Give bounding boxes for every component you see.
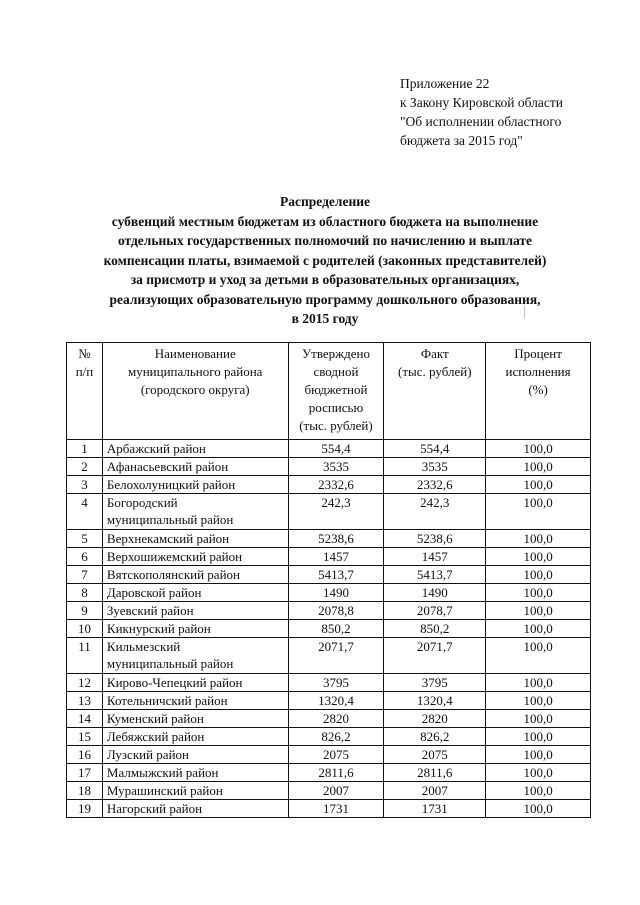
row-number: 12 xyxy=(67,674,103,692)
approved-amount: 2811,6 xyxy=(288,764,384,782)
execution-percent: 100,0 xyxy=(486,800,591,818)
row-number: 16 xyxy=(67,746,103,764)
row-number: 18 xyxy=(67,782,103,800)
execution-percent: 100,0 xyxy=(486,494,591,530)
approved-amount: 2820 xyxy=(288,710,384,728)
approved-amount: 5238,6 xyxy=(288,530,384,548)
row-number: 9 xyxy=(67,602,103,620)
approved-amount: 2078,8 xyxy=(288,602,384,620)
fact-amount: 3535 xyxy=(384,458,486,476)
header-fact: Факт (тыс. рублей) xyxy=(384,343,486,440)
district-name-line: муниципальный район xyxy=(106,512,234,527)
execution-percent: 100,0 xyxy=(486,638,591,674)
fact-amount: 1731 xyxy=(384,800,486,818)
execution-percent: 100,0 xyxy=(486,710,591,728)
execution-percent: 100,0 xyxy=(486,530,591,548)
subvention-table xyxy=(66,342,591,818)
table-row xyxy=(67,548,591,566)
row-number: 2 xyxy=(67,458,103,476)
execution-percent: 100,0 xyxy=(486,746,591,764)
district-name xyxy=(102,674,288,692)
appendix-line: к Закону Кировской области xyxy=(400,95,564,110)
district-name-line: Верхнекамский район xyxy=(106,531,230,546)
fact-amount: 2007 xyxy=(384,782,486,800)
approved-amount: 850,2 xyxy=(288,620,384,638)
district-name xyxy=(102,782,288,800)
approved-amount: 1320,4 xyxy=(288,692,384,710)
table-row xyxy=(67,746,591,764)
approved-amount: 3795 xyxy=(288,674,384,692)
table-row xyxy=(67,566,591,584)
row-number: 3 xyxy=(67,476,103,494)
table-header-row xyxy=(67,343,591,440)
district-name xyxy=(102,476,288,494)
row-number: 17 xyxy=(67,764,103,782)
approved-amount: 242,3 xyxy=(288,494,384,530)
district-name xyxy=(102,638,288,674)
district-name xyxy=(102,530,288,548)
table-row xyxy=(67,800,591,818)
table-row xyxy=(67,638,591,674)
table-row xyxy=(67,782,591,800)
fact-amount: 1457 xyxy=(384,548,486,566)
row-number: 4 xyxy=(67,494,103,530)
execution-percent: 100,0 xyxy=(486,476,591,494)
district-name xyxy=(102,800,288,818)
district-name-line: Арбажский район xyxy=(106,441,206,456)
appendix-line: Приложение 22 xyxy=(400,76,490,91)
fact-amount: 5413,7 xyxy=(384,566,486,584)
title-line: отдельных государственных полномочий по начислению и выплате xyxy=(117,233,533,248)
district-name xyxy=(102,494,288,530)
district-name xyxy=(102,458,288,476)
row-number: 5 xyxy=(67,530,103,548)
row-number: 6 xyxy=(67,548,103,566)
execution-percent: 100,0 xyxy=(486,584,591,602)
approved-amount: 554,4 xyxy=(288,440,384,458)
execution-percent: 100,0 xyxy=(486,782,591,800)
district-name xyxy=(102,710,288,728)
row-number: 14 xyxy=(67,710,103,728)
district-name-line: Кикнурский район xyxy=(106,621,211,636)
header-percent: Процент исполнения (%) xyxy=(486,343,591,440)
table-row xyxy=(67,728,591,746)
document-title xyxy=(60,192,590,329)
title-line: компенсации платы, взимаемой с родителей (законных представителей) xyxy=(103,252,547,268)
fact-amount: 5238,6 xyxy=(384,530,486,548)
fact-amount: 826,2 xyxy=(384,728,486,746)
approved-amount: 1457 xyxy=(288,548,384,566)
header-num: № п/п xyxy=(67,343,103,440)
fact-amount: 242,3 xyxy=(384,494,486,530)
approved-amount: 2071,7 xyxy=(288,638,384,674)
fact-amount: 2820 xyxy=(384,710,486,728)
title-line: Распределение xyxy=(279,194,371,209)
execution-percent: 100,0 xyxy=(486,692,591,710)
district-name-line: муниципальный район xyxy=(106,656,234,671)
district-name-line: Лебяжский район xyxy=(106,729,205,744)
fact-amount: 2071,7 xyxy=(384,638,486,674)
table-row xyxy=(67,602,591,620)
title-line: в 2015 году xyxy=(291,311,359,326)
row-number: 11 xyxy=(67,638,103,674)
district-name-line: Куменский район xyxy=(106,711,204,726)
district-name-line: Лузский район xyxy=(106,747,189,762)
table-row xyxy=(67,674,591,692)
fact-amount: 1320,4 xyxy=(384,692,486,710)
district-name-line: Богородский xyxy=(106,495,178,510)
table-body xyxy=(67,440,591,818)
table-row xyxy=(67,530,591,548)
title-line: реализующих образовательную программу дошкольного образования, xyxy=(109,291,541,307)
table-row xyxy=(67,710,591,728)
district-name-line: Нагорский район xyxy=(106,801,203,816)
table-row xyxy=(67,692,591,710)
header-approved: Утверждено сводной бюджетной росписью (тыс. рублей) xyxy=(288,343,384,440)
execution-percent: 100,0 xyxy=(486,602,591,620)
execution-percent: 100,0 xyxy=(486,728,591,746)
district-name xyxy=(102,440,288,458)
table-row xyxy=(67,584,591,602)
table-row xyxy=(67,440,591,458)
fact-amount: 2075 xyxy=(384,746,486,764)
fact-amount: 850,2 xyxy=(384,620,486,638)
execution-percent: 100,0 xyxy=(486,440,591,458)
execution-percent: 100,0 xyxy=(486,674,591,692)
execution-percent: 100,0 xyxy=(486,764,591,782)
district-name xyxy=(102,764,288,782)
approved-amount: 1731 xyxy=(288,800,384,818)
district-name xyxy=(102,548,288,566)
district-name-line: Малмыжский район xyxy=(106,765,219,780)
approved-amount: 826,2 xyxy=(288,728,384,746)
execution-percent: 100,0 xyxy=(486,566,591,584)
district-name-line: Зуевский район xyxy=(106,603,194,618)
scan-mark xyxy=(524,306,525,318)
appendix-line: "Об исполнении областного xyxy=(400,114,562,129)
district-name xyxy=(102,692,288,710)
district-name xyxy=(102,602,288,620)
approved-amount: 2007 xyxy=(288,782,384,800)
approved-amount: 1490 xyxy=(288,584,384,602)
approved-amount: 2075 xyxy=(288,746,384,764)
fact-amount: 2811,6 xyxy=(384,764,486,782)
execution-percent: 100,0 xyxy=(486,458,591,476)
header-name: Наименование муниципального района (городского округа) xyxy=(102,343,288,440)
row-number: 15 xyxy=(67,728,103,746)
approved-amount: 5413,7 xyxy=(288,566,384,584)
fact-amount: 1490 xyxy=(384,584,486,602)
district-name-line: Кильмезский xyxy=(106,639,181,654)
appendix-line: бюджета за 2015 год" xyxy=(400,133,523,148)
district-name xyxy=(102,584,288,602)
table-row xyxy=(67,476,591,494)
district-name-line: Котельничский район xyxy=(106,693,228,708)
district-name xyxy=(102,728,288,746)
row-number: 8 xyxy=(67,584,103,602)
fact-amount: 554,4 xyxy=(384,440,486,458)
table-row xyxy=(67,458,591,476)
district-name-line: Кирово-Чепецкий район xyxy=(106,675,243,690)
title-line: субвенций местным бюджетам из областного бюджета на выполнение xyxy=(111,213,539,229)
fact-amount: 3795 xyxy=(384,674,486,692)
title-line: за присмотр и уход за детьми в образовательных организациях, xyxy=(130,272,520,287)
district-name xyxy=(102,620,288,638)
table-row xyxy=(67,494,591,530)
district-name xyxy=(102,566,288,584)
execution-percent: 100,0 xyxy=(486,620,591,638)
approved-amount: 3535 xyxy=(288,458,384,476)
district-name-line: Даровской район xyxy=(106,585,202,600)
approved-amount: 2332,6 xyxy=(288,476,384,494)
district-name-line: Афанасьевский район xyxy=(106,459,229,474)
table-row xyxy=(67,620,591,638)
appendix-note xyxy=(400,74,563,150)
row-number: 7 xyxy=(67,566,103,584)
row-number: 13 xyxy=(67,692,103,710)
row-number: 1 xyxy=(67,440,103,458)
district-name-line: Мурашинский район xyxy=(106,783,223,798)
row-number: 19 xyxy=(67,800,103,818)
row-number: 10 xyxy=(67,620,103,638)
district-name-line: Верхошижемский район xyxy=(106,549,243,564)
execution-percent: 100,0 xyxy=(486,548,591,566)
fact-amount: 2332,6 xyxy=(384,476,486,494)
fact-amount: 2078,7 xyxy=(384,602,486,620)
district-name-line: Вятскополянский район xyxy=(106,567,240,582)
district-name xyxy=(102,746,288,764)
table-row xyxy=(67,764,591,782)
district-name-line: Белохолуницкий район xyxy=(106,477,236,492)
